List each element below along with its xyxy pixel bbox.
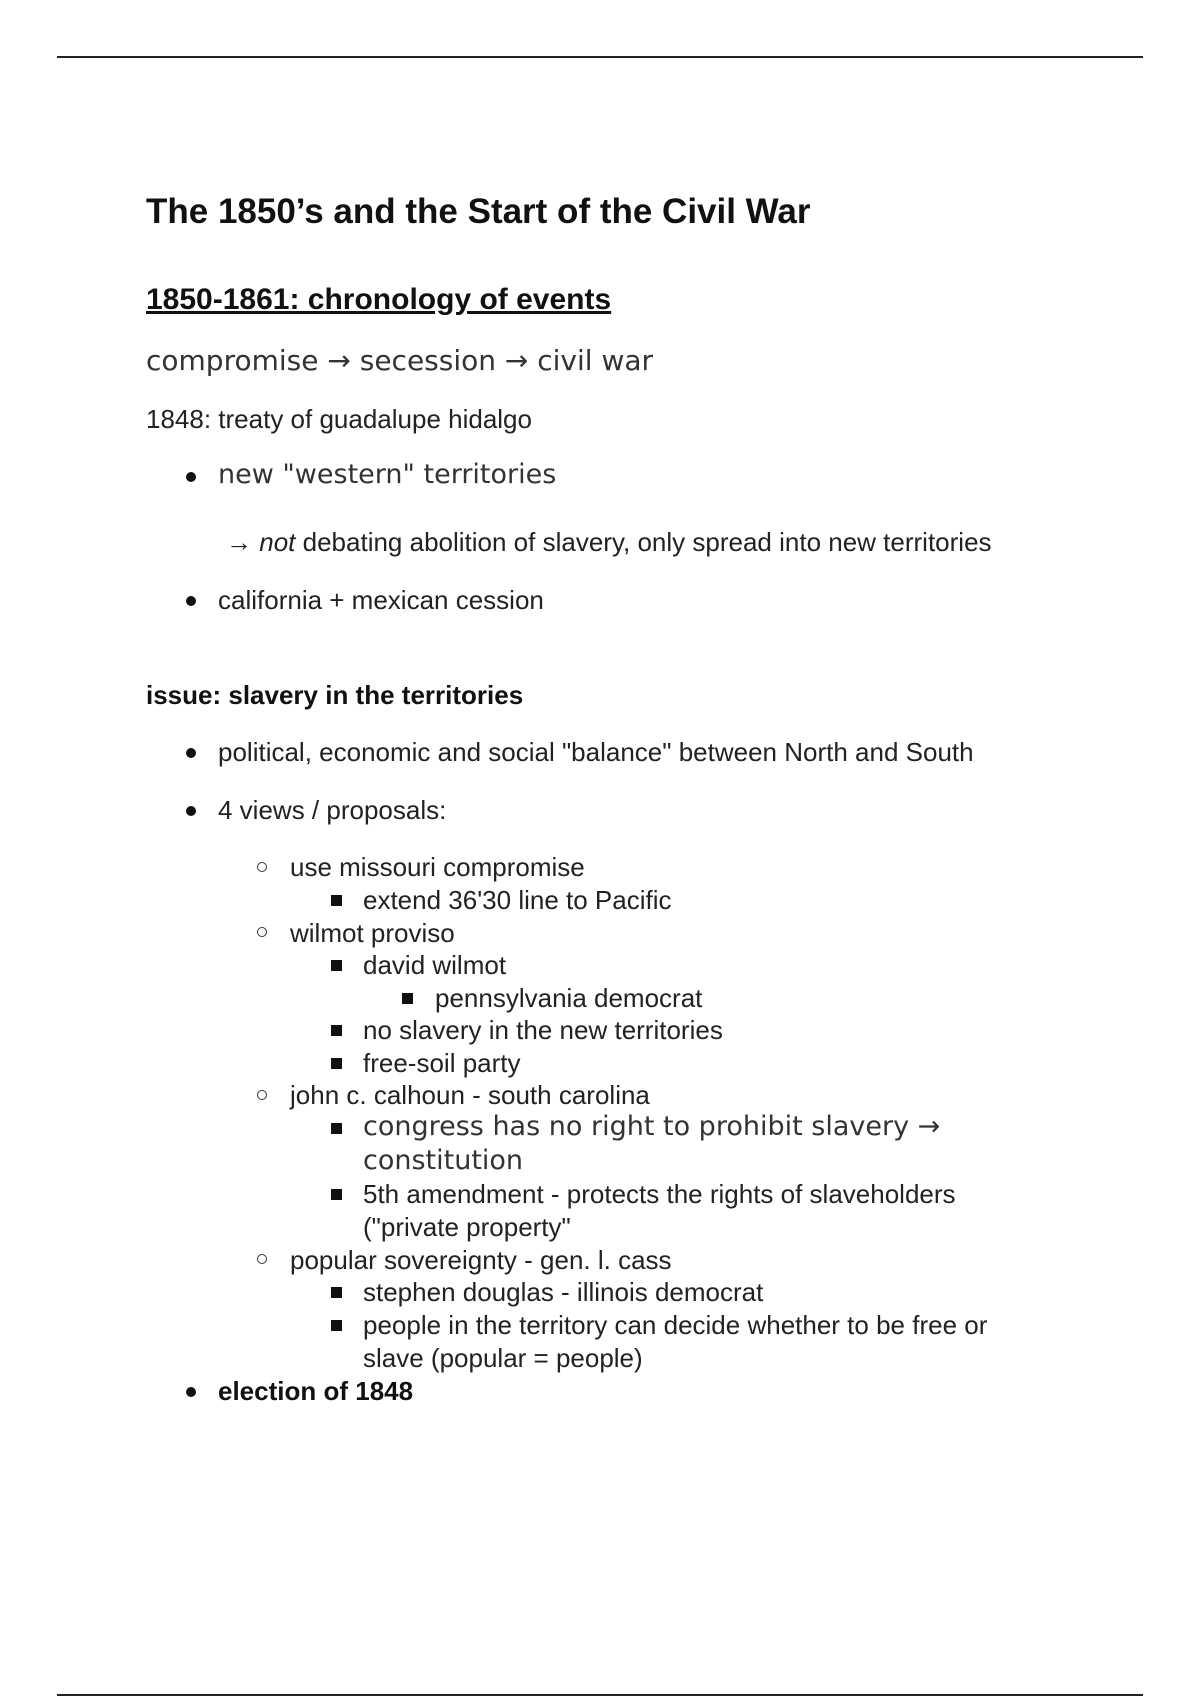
list-item-fifth-cont: ("private property" (363, 1212, 571, 1242)
list-item-balance: political, economic and social "balance" between North and South (218, 737, 974, 767)
bullet-dot-icon (186, 1387, 196, 1397)
bullet-square-icon (331, 1123, 342, 1134)
bullet-dot-icon (186, 806, 196, 816)
treaty-line: 1848: treaty of guadalupe hidalgo (146, 404, 532, 434)
list-item-election: election of 1848 (218, 1376, 414, 1406)
top-rule (57, 56, 1143, 58)
list-item-congress-cont: constitution (363, 1145, 524, 1176)
list-item-calhoun: john c. calhoun - south carolina (290, 1080, 650, 1110)
list-item-douglas: stephen douglas - illinois democrat (363, 1277, 764, 1307)
bullet-square-icon (331, 1058, 342, 1069)
issue-heading: issue: slavery in the territories (146, 680, 524, 710)
list-item-people: people in the territory can decide whether to be free or (363, 1310, 988, 1340)
note-text: debating abolition of slavery, only spread into new territories (302, 527, 992, 557)
list-item-no-slavery: no slavery in the new territories (363, 1015, 723, 1045)
flow-line: compromise → secession → civil war (146, 344, 654, 377)
arrow-icon: → (226, 527, 252, 557)
list-item-wilmot: wilmot proviso (290, 918, 455, 948)
list-item-people-cont: slave (popular = people) (363, 1343, 643, 1373)
list-item-penn: pennsylvania democrat (435, 983, 703, 1013)
bullet-dot-icon (186, 748, 196, 758)
list-item-popular: popular sovereignty - gen. l. cass (290, 1245, 672, 1275)
note-emphasis: not (259, 527, 296, 557)
bullet-dot-icon (186, 596, 196, 606)
bullet-square-icon (331, 1320, 342, 1331)
bullet-circle-icon (257, 1090, 267, 1100)
bullet-square-icon (331, 1189, 342, 1200)
list-item-david: david wilmot (363, 950, 507, 980)
list-item-california: california + mexican cession (218, 585, 544, 615)
list-item-missouri: use missouri compromise (290, 852, 585, 882)
bullet-square-icon (331, 895, 342, 906)
page-title: The 1850’s and the Start of the Civil War (146, 192, 811, 231)
list-item-fifth: 5th amendment - protects the rights of slaveholders (363, 1179, 956, 1209)
bullet-circle-icon (257, 927, 267, 937)
list-item-free-soil: free-soil party (363, 1048, 521, 1078)
bullet-square-icon (331, 1025, 342, 1036)
bottom-rule (57, 1694, 1143, 1696)
bullet-dot-icon (186, 472, 196, 482)
section-heading: 1850-1861: chronology of events (146, 283, 612, 316)
bullet-circle-icon (257, 862, 267, 872)
list-item-missouri-line: extend 36'30 line to Pacific (363, 885, 672, 915)
bullet-circle-icon (257, 1254, 267, 1264)
bullet-square-icon (331, 1287, 342, 1298)
list-item-congress: congress has no right to prohibit slavery → (363, 1111, 941, 1142)
list-item-views: 4 views / proposals: (218, 795, 447, 825)
list-item-new-territories: new "western" territories (218, 459, 557, 490)
bullet-square-icon (331, 960, 342, 971)
note-line (226, 527, 992, 558)
bullet-square-icon (402, 993, 413, 1004)
